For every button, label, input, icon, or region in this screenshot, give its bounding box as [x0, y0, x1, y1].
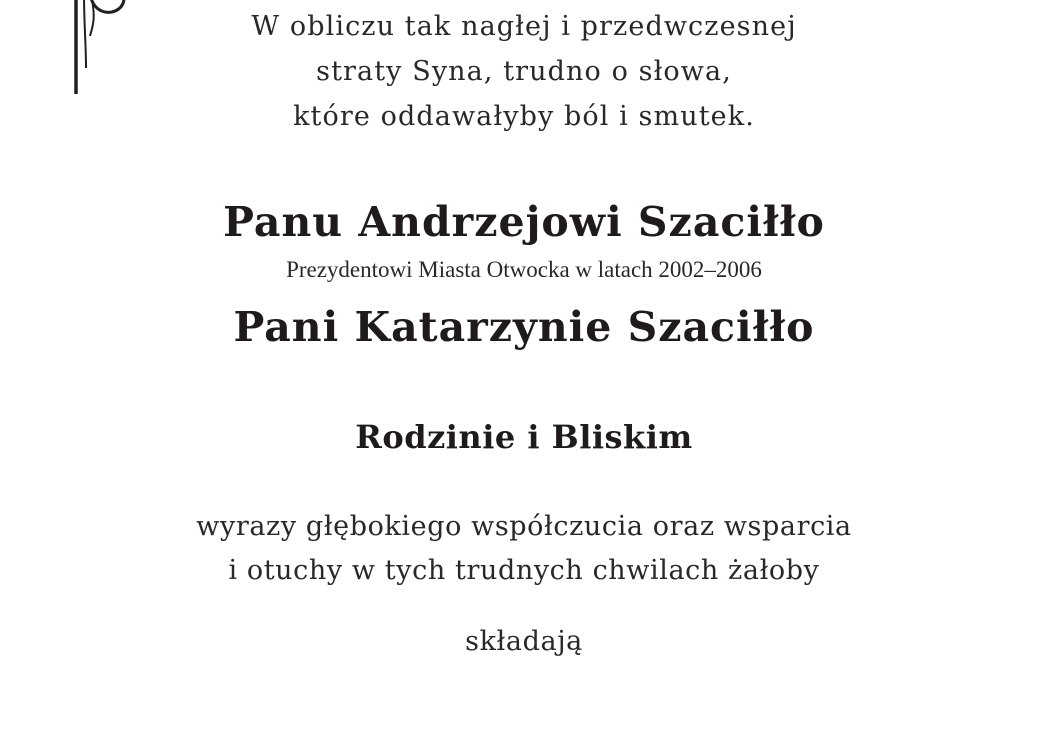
family-heading: Rodzinie i Bliskim — [355, 418, 693, 456]
condolence-line-1: wyrazy głębokiego współczucia oraz wsparcia — [196, 511, 852, 542]
condolence-line-2: i otuchy w tych trudnych chwilach żałoby — [228, 555, 820, 586]
closing-text: składają — [465, 626, 583, 657]
intro-line-1: W obliczu tak nagłej i przedwczesnej — [251, 11, 797, 42]
recipient-name-1: Panu Andrzejowi Szaciłło — [223, 198, 825, 246]
recipient-title-1: Prezydentowi Miasta Otwocka w latach 2002–2006 — [286, 257, 762, 282]
condolence-text — [0, 505, 1048, 593]
intro-line-2: straty Syna, trudno o słowa, — [316, 56, 732, 87]
intro-line-3: które oddawałyby ból i smutek. — [293, 101, 755, 132]
intro-text — [0, 4, 1048, 139]
recipient-name-2: Pani Katarzynie Szaciłło — [233, 303, 815, 351]
